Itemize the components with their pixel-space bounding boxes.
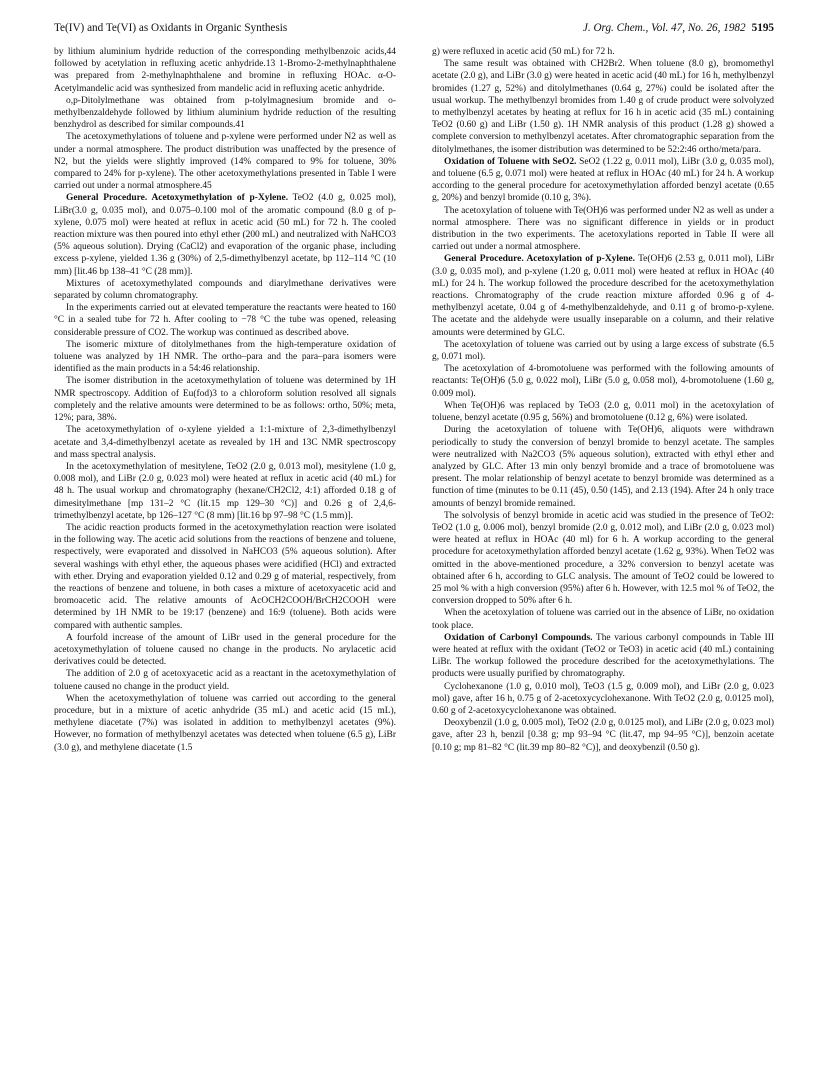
paragraph-text: A fourfold increase of the amount of LiBr used in the general procedure for the acetoxymethylation of toluene caused no change in the products. No arylacetic acid derivatives could be detected. (54, 632, 396, 668)
paragraph-text: When Te(OH)6 was replaced by TeO3 (2.0 g, 0.011 mol) in the acetoxylation of toluene, benzyl acetate (0.95 g, 56%) and bromotoluene (0.12 g, 6%) were isolated. (432, 400, 774, 424)
paragraph-text: The various carbonyl compounds in Table III were heated at reflux with the oxidant (TeO2 or TeO3) in acetic acid (40 mL) containing LiBr. The workup followed the procedure described for the acetoxymethylations. The products were usually purified by chromatography. (432, 632, 774, 680)
paragraph (54, 46, 396, 95)
paragraph-heading: Oxidation of Carbonyl Compounds. (444, 632, 593, 643)
paragraph (54, 461, 396, 522)
paragraph (54, 278, 396, 302)
paragraph-text: The acetoxylation of toluene with Te(OH)6 was performed under N2 as well as under a normal atmosphere. There was no significant difference in yields or in product distribution in the two experiments. The acetoxylations reported in Table II were all carried out under a normal atmosphere. (432, 205, 774, 253)
paragraph-text: TeO2 (4.0 g, 0.025 mol), LiBr(3.0 g, 0.035 mol), and 0.075–0.100 mol of the aromatic compound (8.0 g of p-xylene, 0.075 mol) were heated at reflux in acetic acid (50 mL) for 72 h. The cooled reaction mixture was then poured into ethyl ether (200 mL) and neutralized with NaHCO3 (5% aqueous solution). Drying (CaCl2) and evaporation of the organic phase, including excess p-xylene, yielded 1.36 g (30%) of 2,5-dimethylbenzyl acetate, bp 112–114 °C (10 mm) [lit.46 bp 138–41 °C (28 mm)]. (54, 193, 396, 277)
paragraph-heading: General Procedure. Acetoxymethylation of p-Xylene. (66, 193, 289, 204)
paragraph-text: During the acetoxylation of toluene with Te(OH)6, aliquots were withdrawn periodically to study the conversion of benzyl bromide to benzyl acetate. The samples were neutralized with Na2CO3 (5% aqueous solution), extracted with ethyl ether and analyzed by GLC. After 13 min only benzyl bromide and a trace of bromotoluene was present. The molar relationship of benzyl acetate to benzyl bromide was determined as a function of time (minutes to be 0.11 (45), 0.50 (145), and 2.13 (194). After 24 h only trace amounts of benzyl bromide remained. (432, 425, 774, 509)
paragraph (54, 375, 396, 424)
paragraph (432, 510, 774, 608)
running-title: Te(IV) and Te(VI) as Oxidants in Organic Synthesis (54, 22, 288, 34)
paragraph-heading: Oxidation of Toluene with SeO2. (444, 156, 577, 167)
journal-citation: J. Org. Chem., Vol. 47, No. 26, 1982 5195 (582, 22, 774, 34)
paragraph-text: The acetoxymethylations of toluene and p-xylene were performed under N2 as well as under a normal atmosphere. The product distribution was unaffected by the presence of N2, but the yields were slightly improved (14% compared to 9% for toluene, 30% compared to 24% for p-xylene). The other acetoxymethylations presented in Table I were carried out under a normal atmosphere.45 (54, 132, 396, 192)
right-column (432, 46, 774, 1062)
paragraph-text: The acetoxylation of toluene was carried out by using a large excess of substrate (6.5 g, 0.071 mol). (432, 339, 774, 363)
paragraph (54, 339, 396, 376)
paragraph (432, 339, 774, 363)
paragraph (432, 58, 774, 156)
paragraph (54, 522, 396, 632)
paragraph-text: The isomeric mixture of ditolylmethanes from the high-temperature oxidation of toluene was analyzed by 1H NMR. The ortho–para and the para–para isomers were identified as the main products in a 54:46 relationship. (54, 339, 396, 375)
paragraph (54, 424, 396, 461)
paragraph (54, 668, 396, 692)
paragraph-text: The isomer distribution in the acetoxymethylation of toluene was determined by 1H NMR spectroscopy. Addition of Eu(fod)3 to a chloroform solution resolved all signals completely and the relative amounts were determined to be as follows: ortho, 50%; meta, 12%; para, 38%. (54, 376, 396, 424)
paragraph (54, 632, 396, 669)
paragraph-text: Te(OH)6 (2.53 g, 0.011 mol), LiBr (3.0 g, 0.035 mol), and p-xylene (1.20 g, 0.011 mol) were heated at reflux in HOAc (40 mL) for 24 h. The workup followed the procedure described for the acetoxymethylation reactions. Chromatography of the crude reaction mixture afforded 0.96 g of 4-methylbenzyl acetate, 0.04 g of 4-methylbenzaldehyde, and 0.11 g of bromo-p-xylene. The acetate and the aldehyde were usually inseparable on a column, and their relative amounts were determined by GLC. (432, 254, 774, 338)
paragraph-text: Mixtures of acetoxymethylated compounds and diarylmethane derivatives were separated by column chromatography. (54, 278, 396, 302)
paragraph (432, 46, 774, 58)
paragraph (432, 424, 774, 509)
paragraph-text: SeO2 (1.22 g, 0.011 mol), LiBr (3.0 g, 0.035 mol), and toluene (6.5 g, 0.071 mol) were heated at reflux in HOAc (40 mL) for 24 h. A workup according to the general procedure for acetoxymethylation afforded benzyl acetate (0.65 g, 20%) and benzyl bromide (0.10 g, 3%). (432, 156, 774, 204)
paragraph-text: The acetoxylation of 4-bromotoluene was performed with the following amounts of reactants: Te(OH)6 (5.0 g, 0.022 mol), LiBr (5.0 g, 0.058 mol), 4-bromotoluene (1.60 g, 0.009 mol). (432, 364, 774, 399)
paragraph (432, 363, 774, 400)
paragraph (54, 693, 396, 754)
paragraph (432, 400, 774, 424)
paragraph-text: When the acetoxymethylation of toluene was carried out according to the general procedure, but in a mixture of acetic anhydride (35 mL) and acetic acid (15 mL), methylene diacetate (7%) was isolated in addition to methylbenzyl acetates (9%). However, no formation of methylbenzyl acetates was detected when toluene (6.5 g), LiBr (3.0 g), and methylene diacetate (1.5 (54, 693, 396, 753)
left-column (54, 46, 396, 1062)
paragraph-text: The acetoxymethylation of o-xylene yielded a 1:1-mixture of 2,3-dimethylbenzyl acetate and 3,4-dimethylbenzyl acetate as revealed by 1H and 13C NMR spectroscopy and mass spectral analysis. (54, 425, 396, 460)
paragraph-text: o,p-Ditolylmethane was obtained from p-tolylmagnesium bromide and o-methylbenzaldehyde followed by lithium aluminium hydride reduction of the resulting benzhydrol as described for similar compounds.41 (54, 95, 396, 131)
running-header (54, 22, 774, 38)
paragraph-text: The same result was obtained with CH2Br2. When toluene (8.0 g), bromomethyl acetate (2.0 g), and LiBr (3.0 g) were heated in acetic acid (40 mL) for 16 h, methylbenzyl bromides (1.27 g, 52%) and ditolylmethanes (0.64 g, 27%) could be isolated after the usual workup. The methylbenzyl bromides from 1.40 g of crude product were solvolyzed to methylbenzyl acetates by heating at reflux for 16 h in acetic acid (35 mL) containing TeO2 (0.60 g) and LiBr (1.50 g). 1H NMR analysis of this product (1.28 g) showed a complete conversion to methylbenzyl acetates. After chromatographic separation from the ditolylmethanes, the isomer distribution was determined to be 52:2:46 ortho/meta/para. (432, 59, 774, 155)
paragraph-text: The acidic reaction products formed in the acetoxymethylation reaction were isolated in the following way. The acetic acid solutions from the reactions of benzene and toluene, respectively, were evaporated and dissolved in NaHCO3 (5% aqueous solution). After several washings with ethyl ether, the aqueous phases were acidified (HCl) and extracted with ether. Drying and evaporation yielded 0.12 and 0.29 g of material, respectively, from the reactions of benzene and toluene, in both cases a mixture of acetoxyacetic acid and bromoacetic acid. The relative amounts of AcOCH2COOH/BrCH2COOH were determined by 1H NMR to be 19:17 (benzene) and 16:9 (toluene). Both acids were compared with authentic samples. (54, 522, 396, 631)
paragraph-text: g) were refluxed in acetic acid (50 mL) for 72 h. (432, 47, 615, 57)
paragraph (432, 253, 774, 338)
paragraph (432, 717, 774, 754)
paragraph (54, 95, 396, 132)
paragraph (432, 205, 774, 254)
paragraph-text: The solvolysis of benzyl bromide in acetic acid was studied in the presence of TeO2: TeO2 (1.0 g, 0.006 mol), benzyl bromide (2.0 g, 0.012 mol), and LiBr (2.0 g, 0.023 mol) were heated at reflux in HOAc (40 ml) for 6 h. A workup according to the general procedure for acetoxymethylation afforded benzyl acetate (1.62 g, 93%). When TeO2 was omitted in the above-mentioned procedure, a 32% conversion to benzyl acetate was obtained after 6 h, according to GLC analysis. The amount of TeO2 could be lowered to 25 mol % with a high conversion (95%) after 6 h. However, with 12.5 mol % of TeO2, the conversion dropped to 50% after 6 h. (432, 510, 774, 607)
paragraph (432, 607, 774, 631)
paragraph-text: The addition of 2.0 g of acetoxyacetic acid as a reactant in the acetoxymethylation of toluene caused no change in the product yield. (54, 669, 396, 692)
paragraph-text: In the acetoxymethylation of mesitylene, TeO2 (2.0 g, 0.013 mol), mesitylene (1.0 g, 0.008 mol), and LiBr (2.0 g, 0.023 mol) were heated at reflux in acetic acid (40 mL) for 48 h. The usual workup and chromatography (hexane/CH2Cl2, 4:1) afforded 0.18 g of dimesitylmethane [mp 131–2 °C (lit.15 mp 129–30 °C)] and 0.26 g of 2,4,6-trimethylbenzyl acetate, bp 126–127 °C (8 mm) [lit.16 bp 97–98 °C (1.5 mm)]. (54, 461, 396, 521)
paragraph (432, 681, 774, 718)
paragraph-text: Deoxybenzil (1.0 g, 0.005 mol), TeO2 (2.0 g, 0.0125 mol), and LiBr (2.0 g, 0.023 mol) gave, after 23 h, benzil [0.38 g; mp 93–94 °C (lit.47, mp 94–95 °C)], benzoin acetate [0.10 g; mp 81–82 °C (lit.39 mp 80–82 °C)], and deoxybenzil (0.50 g). (432, 718, 774, 753)
paragraph (54, 302, 396, 339)
paragraph-text: When the acetoxylation of toluene was carried out in the absence of LiBr, no oxidation took place. (432, 608, 774, 631)
page-number: 5195 (751, 22, 774, 34)
paragraph (54, 192, 396, 277)
paragraph-text: Cyclohexanone (1.0 g, 0.010 mol), TeO3 (1.5 g, 0.009 mol), and LiBr (2.0 g, 0.023 mol) gave, after 16 h, 0.75 g of 2-acetoxycyclohexanone. With TeO2 (2.0 g, 0.0125 mol), 0.60 g of 2-acetoxycyclohexanone was obtained. (432, 681, 774, 716)
paragraph (432, 156, 774, 205)
paragraph-heading: General Procedure. Acetoxylation of p-Xylene. (444, 254, 635, 265)
paragraph (432, 632, 774, 681)
paragraph-text: In the experiments carried out at elevated temperature the reactants were heated to 160 °C in a sealed tube for 72 h. After cooling to −78 °C the tube was opened, releasing considerable pressure of CO2. The workup was continued as described above. (54, 303, 396, 338)
paragraph (54, 131, 396, 192)
paragraph-text: by lithium aluminium hydride reduction of the corresponding methylbenzoic acids,44 followed by acetylation in refluxing acetic anhydride.13 1-Bromo-2-methylnaphthalene was prepared from 2-methylnaphthalene and bromine in refluxing HOAc. α-O-Acetylmandelic acid was synthesized from mandelic acid in refluxing acetic anhydride. (54, 47, 396, 94)
